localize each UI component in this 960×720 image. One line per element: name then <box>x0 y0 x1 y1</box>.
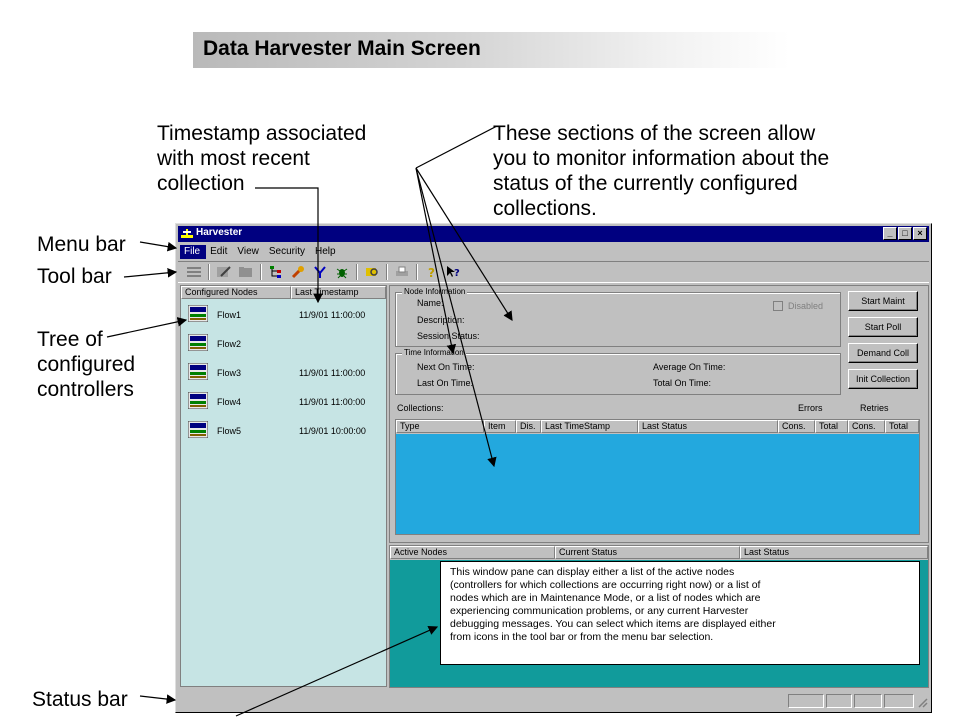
column-header-last-timestamp[interactable]: Last Timestamp <box>291 286 386 299</box>
column-header-bottom-last-status[interactable]: Last Status <box>740 546 928 559</box>
callout-tree <box>37 327 135 402</box>
node-name: Flow4 <box>217 397 242 407</box>
annotation-note <box>440 561 920 665</box>
context-help-icon[interactable] <box>446 264 462 280</box>
time-information-label: Time Information <box>404 348 464 357</box>
node-timestamp: 11/9/01 11:00:00 <box>299 310 366 320</box>
window-title: Harvester <box>196 227 243 238</box>
status-bar-panel <box>788 694 824 708</box>
callout-sections-line: collections. <box>493 197 597 220</box>
controller-node-icon <box>188 421 208 438</box>
status-bar-panel <box>854 694 882 708</box>
disabled-checkbox[interactable] <box>773 301 783 311</box>
init-collection-button[interactable]: Init Collection <box>848 369 918 389</box>
column-header-dis[interactable]: Dis. <box>516 420 541 433</box>
note-line: from icons in the tool bar or from the menu bar selection. <box>450 631 714 643</box>
callout-sections-line: These sections of the screen allow <box>493 122 816 145</box>
toolbar-separator <box>386 264 388 280</box>
toolbar-separator <box>208 264 210 280</box>
demand-coll-button[interactable]: Demand Coll <box>848 343 918 363</box>
column-header-active-nodes[interactable]: Active Nodes <box>390 546 555 559</box>
collections-grid[interactable] <box>395 419 920 535</box>
minimize-button[interactable]: _ <box>883 227 897 240</box>
node-timestamp: 11/9/01 11:00:00 <box>299 368 366 378</box>
svg-text:?: ? <box>454 268 460 279</box>
next-on-time-label: Next On Time: <box>417 362 475 372</box>
status-bar-panel <box>884 694 914 708</box>
slide-title: Data Harvester Main Screen <box>193 32 790 68</box>
menu-view[interactable]: View <box>237 246 259 257</box>
note-line: debugging messages. You can select which items are displayed either <box>450 618 776 630</box>
bug-icon[interactable] <box>334 264 350 280</box>
name-label: Name: <box>417 298 444 308</box>
window-titlebar[interactable] <box>178 226 929 242</box>
callout-sections <box>493 121 829 221</box>
callout-tool-bar: Tool bar <box>37 265 112 288</box>
maximize-button[interactable]: □ <box>898 227 912 240</box>
svg-text:?: ? <box>428 266 435 279</box>
status-bar-panel <box>826 694 852 708</box>
node-name: Flow3 <box>217 368 242 378</box>
tree-icon[interactable] <box>268 264 284 280</box>
network-icon[interactable] <box>312 264 328 280</box>
callout-tree-line: controllers <box>37 378 134 401</box>
callout-tree-line: configured <box>37 353 136 376</box>
tree-node-row[interactable] <box>185 420 385 440</box>
column-header-item[interactable]: Item <box>484 420 516 433</box>
toolbar-separator <box>260 264 262 280</box>
start-poll-button[interactable]: Start Poll <box>848 317 918 337</box>
column-header-current-status[interactable]: Current Status <box>555 546 740 559</box>
average-on-time-label: Average On Time: <box>653 362 726 372</box>
callout-timestamp <box>157 121 366 196</box>
menu-edit[interactable]: Edit <box>210 246 228 257</box>
callout-timestamp-line: Timestamp associated <box>157 122 367 145</box>
column-header-retry-total[interactable]: Total <box>885 420 919 433</box>
menu-bar <box>180 245 342 259</box>
status-bar <box>180 692 929 710</box>
column-header-error-cons[interactable]: Cons. <box>778 420 815 433</box>
folder-icon[interactable] <box>238 264 254 280</box>
disabled-label: Disabled <box>788 301 824 311</box>
node-timestamp: 11/9/01 10:00:00 <box>299 426 366 436</box>
column-header-retry-cons[interactable]: Cons. <box>848 420 885 433</box>
note-line: (controllers for which collections are occurring right now) or a list of <box>450 579 761 591</box>
callout-menu-bar: Menu bar <box>37 233 126 256</box>
node-name: Flow1 <box>217 310 242 320</box>
last-on-time-label: Last On Time: <box>417 378 474 388</box>
menu-file[interactable]: File <box>180 245 206 259</box>
edit-icon[interactable] <box>216 264 232 280</box>
tree-node-row[interactable] <box>185 362 385 382</box>
node-timestamp: 11/9/01 11:00:00 <box>299 397 366 407</box>
list-icon[interactable] <box>186 264 202 280</box>
controller-node-icon <box>188 363 208 380</box>
node-information-label: Node Information <box>404 287 466 296</box>
callout-timestamp-line: with most recent <box>157 147 310 170</box>
menu-security[interactable]: Security <box>268 246 305 257</box>
find-icon[interactable] <box>364 264 380 280</box>
wrench-icon[interactable] <box>290 264 306 280</box>
toolbar-separator <box>356 264 358 280</box>
tree-node-row[interactable] <box>185 304 385 324</box>
column-header-error-total[interactable]: Total <box>815 420 848 433</box>
resize-grip-icon[interactable] <box>916 696 928 708</box>
tool-bar <box>178 261 929 283</box>
harvester-app-icon <box>181 228 193 239</box>
print-icon[interactable] <box>394 264 410 280</box>
menu-help[interactable]: Help <box>314 246 336 257</box>
start-maint-button[interactable]: Start Maint <box>848 291 918 311</box>
collections-list[interactable] <box>396 434 919 534</box>
retries-label: Retries <box>860 403 889 413</box>
session-status-label: Session Status: <box>417 331 480 341</box>
callout-timestamp-line: collection <box>157 172 245 195</box>
help-icon[interactable] <box>424 264 440 280</box>
note-line: This window pane can display either a list of the active nodes <box>450 566 735 578</box>
callout-status-bar: Status bar <box>32 688 128 711</box>
column-header-configured-nodes[interactable]: Configured Nodes <box>181 286 291 299</box>
time-information-group <box>395 348 841 395</box>
close-button[interactable]: × <box>913 227 927 240</box>
tree-node-row[interactable] <box>185 333 385 353</box>
window-controls <box>882 227 927 240</box>
controller-node-icon <box>188 334 208 351</box>
tree-node-row[interactable] <box>185 391 385 411</box>
node-name: Flow5 <box>217 426 242 436</box>
controller-node-icon <box>188 392 208 409</box>
note-line: experiencing communication problems, or any current Harvester <box>450 605 749 617</box>
column-header-last-timestamp[interactable]: Last TimeStamp <box>541 420 638 433</box>
description-label: Description: <box>417 315 465 325</box>
controller-node-icon <box>188 305 208 322</box>
callout-sections-line: status of the currently configured <box>493 172 798 195</box>
note-line: nodes which are in Maintenance Mode, or a list of nodes which are <box>450 592 761 604</box>
collections-label: Collections: <box>397 403 444 413</box>
column-header-last-status[interactable]: Last Status <box>638 420 778 433</box>
callout-sections-line: you to monitor information about the <box>493 147 830 170</box>
configured-nodes-tree <box>180 285 387 687</box>
total-on-time-label: Total On Time: <box>653 378 712 388</box>
callout-tree-line: Tree of <box>37 328 103 351</box>
column-header-type[interactable]: Type <box>396 420 484 433</box>
errors-label: Errors <box>798 403 823 413</box>
node-name: Flow2 <box>217 339 242 349</box>
toolbar-separator <box>416 264 418 280</box>
